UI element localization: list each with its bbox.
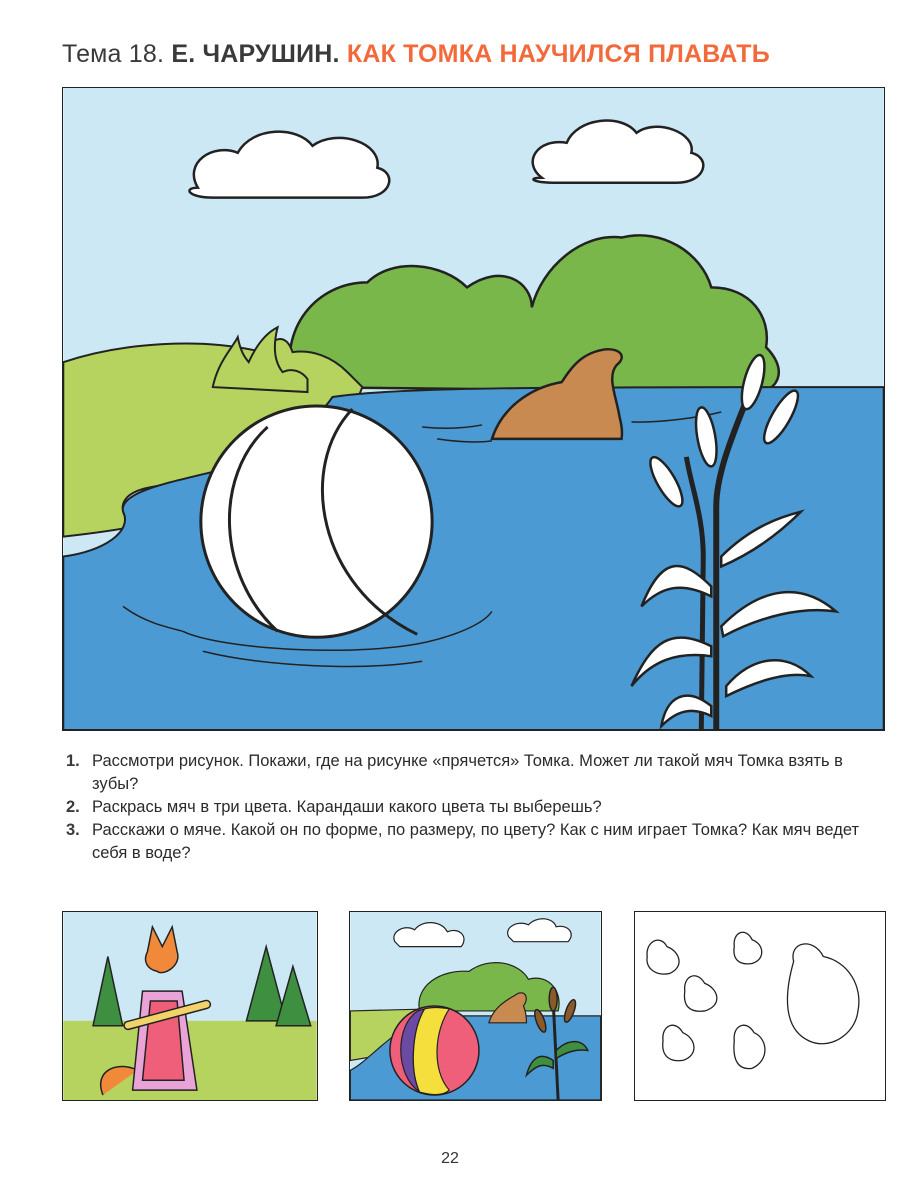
task-item (62, 750, 892, 796)
task-number: 2. (66, 798, 80, 816)
task-item (62, 796, 892, 819)
thumbnail-fox (62, 911, 318, 1101)
thumbnail-ducks (634, 911, 886, 1101)
ball (201, 406, 432, 637)
task-text: Раскрась мяч в три цвета. Карандаши какого цвета ты выберешь? (92, 798, 602, 816)
topic-number: Тема 18. (62, 40, 165, 68)
author-name: Е. ЧАРУШИН. (171, 40, 340, 68)
task-number: 3. (66, 821, 80, 839)
thumbnail-colored-ball (349, 911, 602, 1101)
page-number: 22 (441, 1150, 459, 1167)
main-illustration (62, 87, 885, 731)
task-number: 1. (66, 752, 80, 770)
task-list (62, 750, 892, 865)
task-text: Рассмотри рисунок. Покажи, где на рисунке «прячется» Томка. Может ли такой мяч Томка взять в зубы? (92, 752, 843, 793)
task-text: Расскажи о мяче. Какой он по форме, по размеру, по цвету? Как с ним играет Томка? Как мяч ведет себя в воде? (92, 821, 860, 862)
story-title: КАК ТОМКА НАУЧИЛСЯ ПЛАВАТЬ (346, 40, 770, 68)
task-item (62, 819, 892, 865)
page-title (62, 40, 892, 69)
